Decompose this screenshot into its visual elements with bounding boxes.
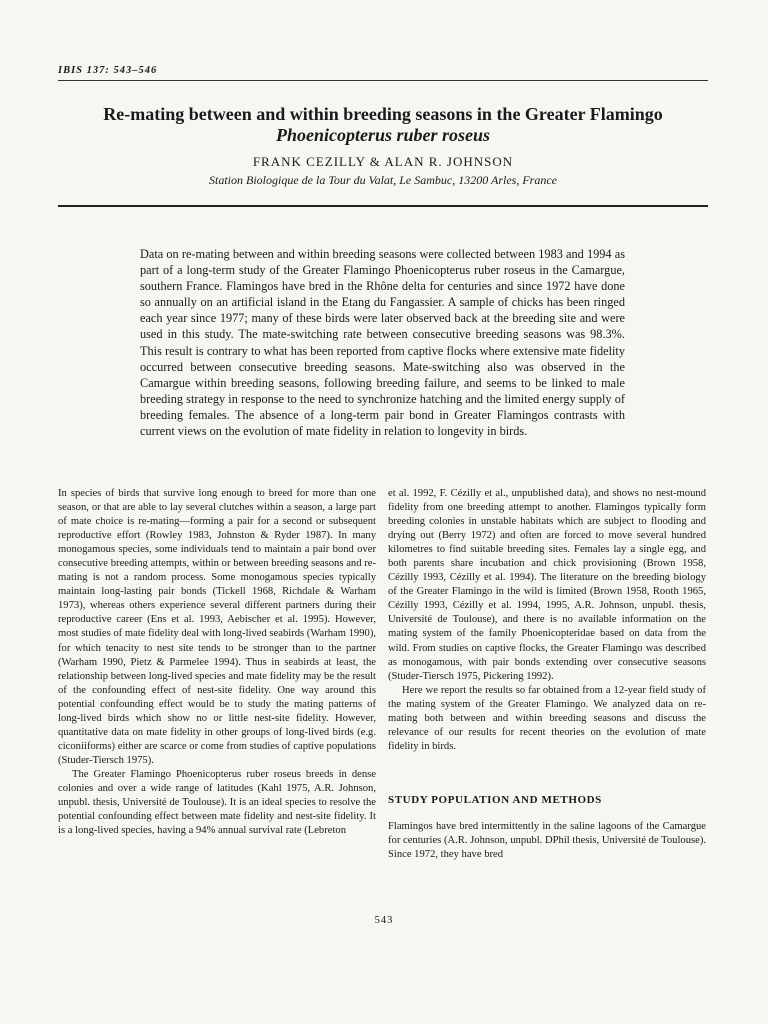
- abstract: Data on re-mating between and within breeding seasons were collected between 1983 and 1994 as part of a long-term study of the Greater Flamingo Phoenicopterus ruber roseus in the Camargue, southern France. Flamingos have bred in the Rhône delta for centuries and since 1972 have done so annually on an artificial island in the Etang du Fangassier. A sample of chicks has been ringed each year since 1977; many of these birds were later observed back at the breeding site and were used in this study. The mate-switching rate between consecutive breeding seasons was 98.3%. This result is contrary to what has been reported from captive flocks where extensive mate fidelity occurred between consecutive breeding seasons. Mate-switching also was observed in the Camargue within breeding seasons, following breeding failure, and seems to be linked to male breeding strategy in response to the need to synchronize hatching and the limited energy supply of breeding females. The absence of a long-term pair bond in Greater Flamingos contrasts with current views on the evolution of mate fidelity in relation to longevity in birds.: [140, 247, 625, 439]
- title-rule: [58, 205, 708, 207]
- header-rule: [58, 80, 708, 81]
- body-paragraph: The Greater Flamingo Phoenicopterus ruber roseus breeds in dense colonies and over a wide range of latitudes (Kahl 1975, A.R. Johnson, unpubl. thesis, Université de Toulouse). It is an ideal species to resolve the potential confounding effect between mate fidelity and nest-site fidelity. It is a long-lived species, having a 94% annual survival rate (Lebreton: [58, 768, 376, 837]
- body-paragraph: et al. 1992, F. Cézilly et al., unpublished data), and shows no nest-mound fidelity from one breeding attempt to another. Flamingos typically form breeding colonies in unstable habitats which are subject to flooding and drying out (Berry 1972) and often are forced to move several hundred kilometres to find suitable breeding sites. Females lay a single egg, and both parents share incubation and chick provisioning (Brown 1958, Cézilly 1993, Cézilly et al. 1994). The literature on the breeding biology of the Greater Flamingo in the wild is limited (Brown 1958, Rooth 1965, Cézilly 1993, Cézilly et al. 1994, 1995, A.R. Johnson, unpubl. thesis, Université de Toulouse), and there is no available information on the mating system of the family Phoenicopteridae based on data from the wild. From studies on captive flocks, the Greater Flamingo was described as monogamous, with pair bonds extending over consecutive seasons (Studer-Tiersch 1975, Pickering 1992).: [388, 488, 706, 682]
- authors: FRANK CEZILLY & ALAN R. JOHNSON: [252, 154, 514, 169]
- right-column: [388, 487, 706, 862]
- body-paragraph: Flamingos have bred intermittently in the saline lagoons of the Camargue for centuries (A.R. Johnson, unpubl. DPhil thesis, Université de Toulouse). Since 1972, they have bred: [388, 820, 706, 861]
- article-title: [58, 104, 708, 146]
- section-heading: STUDY POPULATION AND METHODS: [388, 793, 602, 806]
- title-line: Re-mating between and within breeding seasons in the Greater Flamingo: [103, 104, 663, 124]
- left-column: [58, 487, 376, 838]
- body-paragraph: In species of birds that survive long enough to breed for more than one season, or that are able to lay several clutches within a season, a large part of mate choice is re-mating—forming a pair for a second or subsequent reproductive effort (Rowley 1983, Johnston & Ryder 1987). In many monogamous species, some individuals tend to maintain a pair bond over consecutive breeding attempts, within or between breeding seasons and re-mating is not a random process. Some monogamous species typically maintain long-lasting pair bonds (Tickell 1968, Richdale & Warham 1973), whereas others experience several different partners during their reproductive career (Ens et al. 1993, Aebischer et al. 1995). However, most studies of mate fidelity deal with long-lived seabirds (Warham 1990), for which tenacity to nest site tends to be stronger than to the partner (Warham 1990, Pietz & Parmelee 1994). Thus in seabirds at least, the relationship between long-lived species and mate fidelity may be the result of the confounding effect of nest-site fidelity. One way around this potential confounding effect would be to study the mating patterns of long-lived birds which show no or little nest-site fidelity. However, quantitative data on mate fidelity in other groups of long-lived birds (e.g. ciconiiforms) either are scarce or come from studies of captive populations (Studer-Tiersch 1975).: [58, 488, 376, 766]
- affiliation: Station Biologique de la Tour du Valat, Le Sambuc, 13200 Arles, France: [209, 173, 557, 187]
- page-number: 543: [374, 915, 394, 926]
- title-species: Phoenicopterus ruber roseus: [275, 125, 491, 145]
- journal-reference: IBIS 137: 543–546: [58, 65, 158, 76]
- body-paragraph: Here we report the results so far obtained from a 12-year field study of the mating system of the Greater Flamingo. We analyzed data on re-mating both between and within breeding seasons and discuss the relevance of our results for recent theories on the evolution of mate fidelity in birds.: [388, 684, 706, 752]
